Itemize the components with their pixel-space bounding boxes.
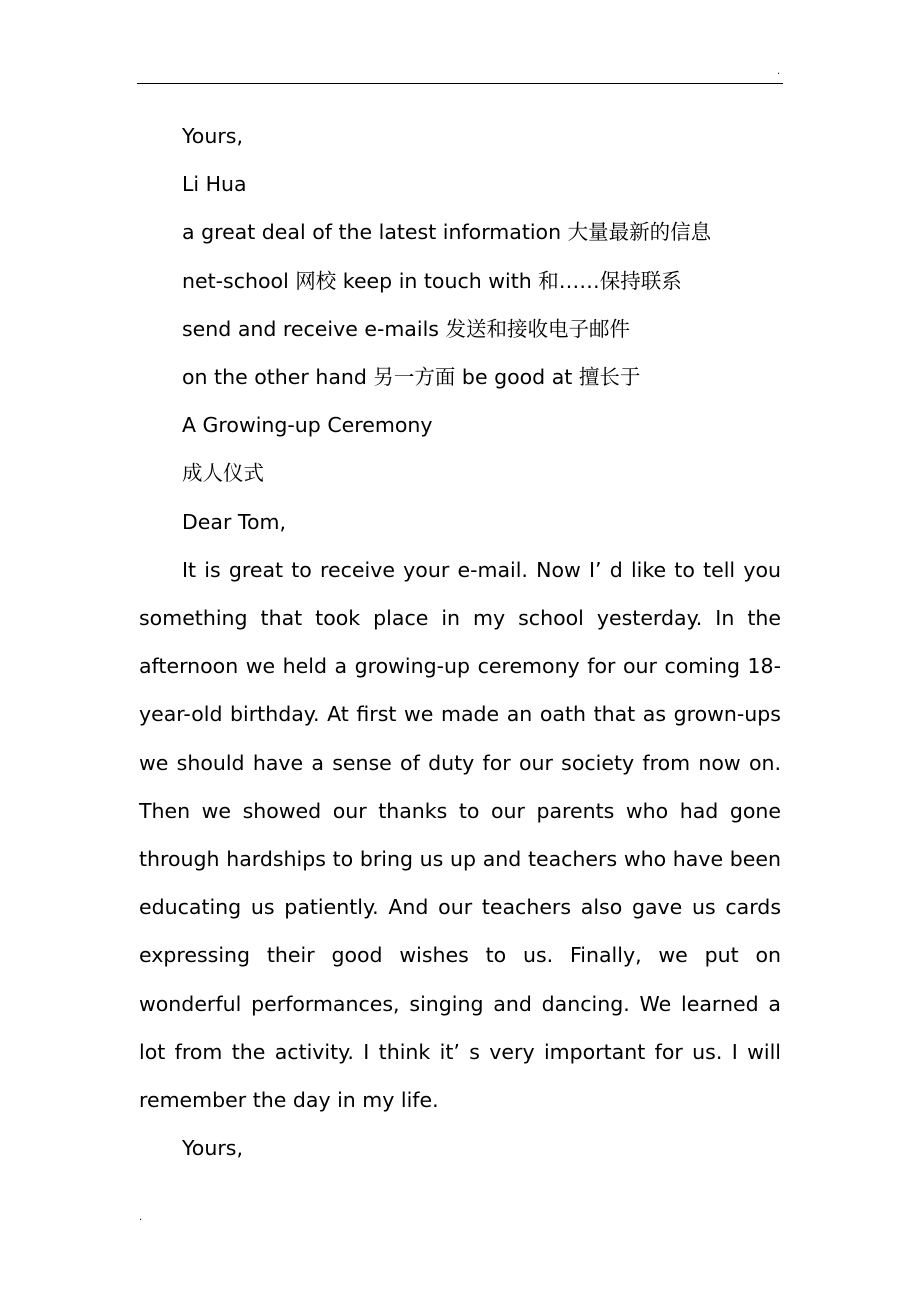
header-marker: . (777, 66, 781, 77)
document-body (139, 112, 781, 1172)
essay-title: A Growing-up Ceremony (182, 413, 433, 438)
vocab-line: send and receive e-mails 发送和接收电子邮件 (182, 316, 630, 341)
salutation: Dear Tom, (182, 509, 286, 534)
closing-yours: Yours, (182, 124, 243, 148)
header-rule (137, 83, 783, 84)
signature-name: Li Hua (182, 172, 247, 197)
footer-marker: . (139, 1212, 143, 1223)
closing-yours: Yours, (182, 1136, 243, 1161)
vocab-line: on the other hand 另一方面 be good at 擅长于 (182, 365, 641, 390)
vocab-line: net-school 网校 keep in touch with 和……保持联系 (182, 268, 682, 293)
vocab-line: a great deal of the latest information 大量最新的信息 (182, 220, 712, 245)
essay-title-chinese: 成人仪式 (182, 461, 264, 486)
letter-body-paragraph: It is great to receive your e-mail. Now I’ d like to tell you something that took place in my school yesterday. In the afternoon we held a growing-up ceremony for our coming 18-year-old birthday. At first we made an oath that as grown-ups we should have a sense of duty for our society from now on. Then we showed our thanks to our parents who had gone through hardships to bring us up and teachers who have been educating us patiently. And our teachers also gave us cards expressing their good wishes to us. Finally, we put on wonderful performances, singing and dancing. We learned a lot from the activity. I think it’ s very important for us. I will remember the day in my life. (139, 557, 781, 1113)
